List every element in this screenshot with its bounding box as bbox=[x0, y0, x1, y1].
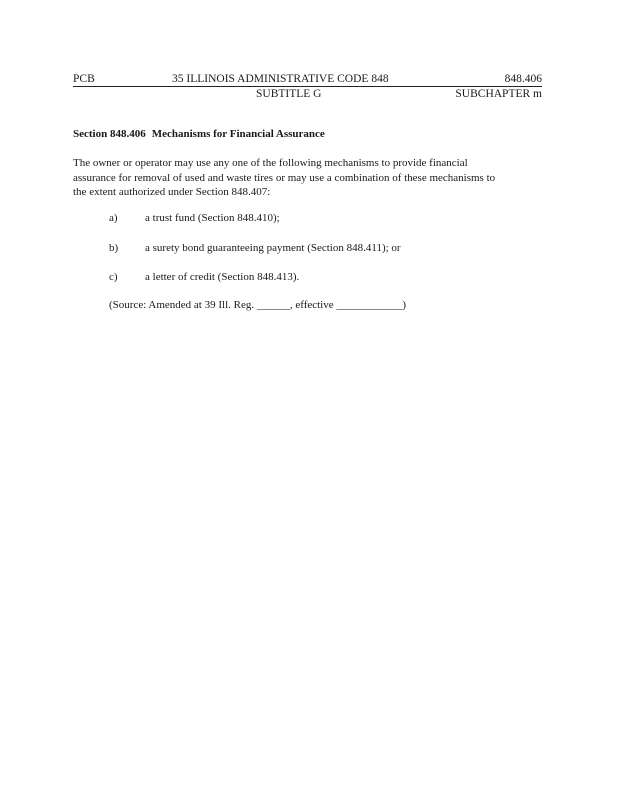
header-code-title: 35 ILLINOIS ADMINISTRATIVE CODE 848 bbox=[172, 73, 389, 85]
section-heading bbox=[73, 127, 325, 141]
section-title: Mechanisms for Financial Assurance bbox=[151, 128, 325, 140]
header-agency: PCB bbox=[73, 73, 95, 85]
source-note: (Source: Amended at 39 Ill. Reg. ______, effective ____________) bbox=[109, 299, 407, 311]
intro-line: the extent authorized under Section 848.407: bbox=[73, 186, 271, 198]
section-number: Section 848.406 bbox=[73, 128, 146, 140]
intro-line: assurance for removal of used and waste tires or may use a combination of these mechanisms to bbox=[73, 171, 496, 184]
list-item-label: a) bbox=[109, 212, 118, 224]
list-item-text: a letter of credit (Section 848.413). bbox=[145, 271, 300, 283]
running-header bbox=[73, 72, 542, 87]
intro-line: The owner or operator may use any one of the following mechanisms to provide financial bbox=[73, 157, 468, 169]
list-item-text: a trust fund (Section 848.410); bbox=[145, 212, 280, 224]
running-subheader bbox=[73, 87, 542, 101]
header-subtitle: SUBTITLE G bbox=[256, 88, 322, 100]
list-item-label: c) bbox=[109, 271, 118, 283]
header-subchapter: SUBCHAPTER m bbox=[455, 88, 542, 100]
intro-paragraph bbox=[73, 156, 543, 200]
header-section-number: 848.406 bbox=[504, 73, 542, 85]
list-item-text: a surety bond guaranteeing payment (Section 848.411); or bbox=[145, 242, 401, 254]
list-item-label: b) bbox=[109, 242, 119, 254]
